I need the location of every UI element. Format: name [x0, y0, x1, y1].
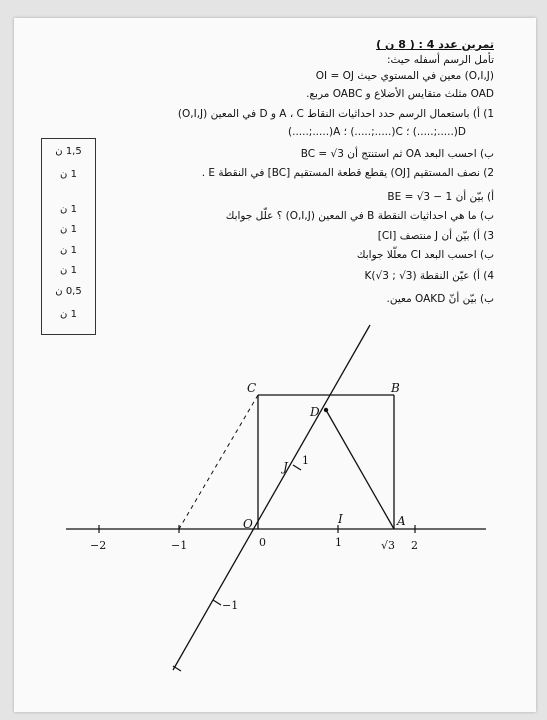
tick-label-zero: 0: [259, 536, 266, 549]
label-O: O: [243, 517, 253, 531]
tick-label-sqrt3: √3: [381, 539, 396, 552]
label-C: C: [247, 381, 257, 395]
question-4b: ب) بيّن أنّ OAKD معين.: [386, 293, 494, 305]
question-1a-answer: D(.....;.....) ؛ C(.....;.....) ؛ A(.....;.....): [288, 126, 466, 138]
exercise-title: تمرين عدد 4 : ( 8 ن ): [376, 38, 494, 51]
tick-label-m2: −2: [90, 539, 107, 552]
label-I: I: [338, 512, 343, 526]
grade-4b: 1 ن: [60, 309, 77, 320]
tick-label-j1: 1: [302, 454, 309, 467]
question-1a: 1) أ) باستعمال الرسم حدد احداثيات النقاط A ، C و D في المعين (O,I,J): [177, 108, 494, 120]
worksheet-page: [14, 18, 536, 712]
geometry-figure: [14, 18, 536, 712]
tick-jm1: [213, 600, 221, 605]
point-D-marker: [324, 408, 328, 412]
question-3a: 3) أ) بيّن أن J منتصف [CI]: [377, 230, 494, 242]
question-2: 2) نصف المستقيم [OJ) يقطع قطعة المستقيم [BC] في النقطة E .: [201, 167, 494, 179]
label-B: B: [391, 381, 400, 395]
oblique-axis: [173, 325, 370, 670]
question-2b: ب) ما هي احداثيات النقطة B في المعين (O,I,J) ؟ علّل جوابك: [225, 210, 494, 222]
grade-2a: 1 ن: [60, 204, 77, 215]
tick-label-one: 1: [335, 536, 342, 549]
segment-DA: [326, 410, 394, 529]
grade-4a: 0,5 ن: [55, 286, 82, 297]
label-D: D: [310, 405, 320, 419]
question-2a: أ) بيّن أن BE = √3 − 1: [387, 191, 494, 203]
tick-label-two: 2: [411, 539, 418, 552]
dashed-segment: [179, 395, 258, 529]
grade-1a: 1,5 ن: [55, 146, 82, 157]
exercise-intro: تأمل الرسم أسفله حيث:: [386, 54, 494, 66]
label-A: A: [397, 514, 406, 528]
tick-j1: [293, 465, 301, 470]
question-1b: ب) احسب البعد OA ثم استنتج أن BC = √3: [300, 148, 494, 160]
grade-3b: 1 ن: [60, 265, 77, 276]
grade-1b: 1 ن: [60, 169, 77, 180]
statement-line-1: (O,I,J) معين في المستوي حيث OI = OJ: [315, 70, 494, 82]
label-J: J: [283, 460, 288, 474]
tick-label-jm1: −1: [222, 599, 239, 612]
grade-2b: 1 ن: [60, 224, 77, 235]
statement-line-2: OAD مثلث متقايس الأضلاع و OABC مربع.: [306, 88, 494, 100]
question-4a: 4) أ) عيّن النقطة K(√3 ; √3): [364, 270, 494, 282]
tick-label-m1: −1: [171, 539, 188, 552]
grade-3a: 1 ن: [60, 245, 77, 256]
question-3b: ب) احسب البعد CI معلّلا جوابك: [356, 249, 494, 261]
